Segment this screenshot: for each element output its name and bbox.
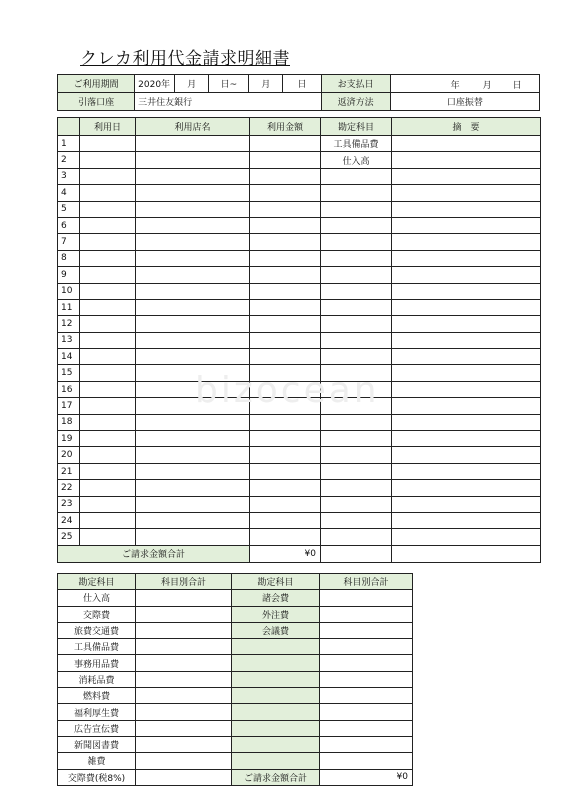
date-cell[interactable]: [80, 480, 136, 496]
store-cell[interactable]: [136, 250, 250, 266]
row-number: 9: [58, 267, 80, 283]
store-cell[interactable]: [136, 234, 250, 250]
table-row: [58, 349, 541, 365]
note-cell[interactable]: [392, 496, 541, 512]
table-row: [58, 365, 541, 381]
payment-year: 年: [450, 81, 460, 91]
page-title: クレカ利用代金請求明細書: [80, 49, 290, 69]
store-cell[interactable]: [136, 414, 250, 430]
summary-row: [58, 704, 413, 720]
total-value: ¥0: [250, 545, 321, 562]
col-header-date: 利用日: [80, 118, 136, 136]
account-cell[interactable]: [321, 414, 392, 430]
row-number: 6: [58, 217, 80, 233]
col-header-account: 勘定科目: [321, 118, 392, 136]
table-row: [58, 217, 541, 233]
store-cell[interactable]: [136, 480, 250, 496]
summary-total-left[interactable]: [136, 639, 232, 655]
note-cell[interactable]: [392, 267, 541, 283]
amount-cell[interactable]: [250, 349, 321, 365]
date-cell[interactable]: [80, 496, 136, 512]
note-cell[interactable]: [392, 234, 541, 250]
total-label: ご請求金額合計: [58, 545, 250, 562]
summary-row: [58, 639, 413, 655]
table-row: [58, 234, 541, 250]
account-cell[interactable]: [321, 447, 392, 463]
summary-header-account-right: 勘定科目: [232, 574, 320, 590]
table-row: [58, 316, 541, 332]
amount-cell[interactable]: [250, 136, 321, 152]
summary-total-left[interactable]: [136, 671, 232, 687]
summary-account-left: 消耗品費: [58, 671, 136, 687]
date-cell[interactable]: [80, 152, 136, 168]
account-cell[interactable]: [321, 529, 392, 545]
table-row: [58, 152, 541, 168]
period-end-month[interactable]: 月: [249, 75, 283, 93]
summary-account-left: 広告宣伝費: [58, 720, 136, 736]
summary-row: [58, 720, 413, 736]
summary-total-left[interactable]: [136, 736, 232, 752]
row-number: 8: [58, 250, 80, 266]
date-cell[interactable]: [80, 185, 136, 201]
note-cell[interactable]: [392, 480, 541, 496]
amount-cell[interactable]: [250, 463, 321, 479]
account-cell[interactable]: [321, 185, 392, 201]
col-header-note: 摘 要: [392, 118, 541, 136]
amount-cell[interactable]: [250, 496, 321, 512]
date-cell[interactable]: [80, 283, 136, 299]
account-cell[interactable]: [321, 201, 392, 217]
note-cell[interactable]: [392, 431, 541, 447]
summary-total-left[interactable]: [136, 753, 232, 769]
summary-row: [58, 671, 413, 687]
watermark-logo: bizocean: [195, 370, 380, 411]
amount-cell[interactable]: [250, 168, 321, 184]
store-cell[interactable]: [136, 316, 250, 332]
amount-cell[interactable]: [250, 365, 321, 381]
store-cell[interactable]: [136, 332, 250, 348]
note-cell[interactable]: [392, 349, 541, 365]
store-cell[interactable]: [136, 267, 250, 283]
summary-total-left[interactable]: [136, 590, 232, 606]
summary-account-right: [232, 655, 320, 671]
summary-account-left: 旅費交通費: [58, 622, 136, 638]
date-cell[interactable]: [80, 463, 136, 479]
summary-account-left: 交際費: [58, 606, 136, 622]
summary-account-right: [232, 736, 320, 752]
account-cell[interactable]: 工具備品費: [321, 136, 392, 152]
summary-account-left: 新聞図書費: [58, 736, 136, 752]
table-row: [58, 185, 541, 201]
usage-detail-table: [57, 117, 541, 563]
account-cell[interactable]: 仕入高: [321, 152, 392, 168]
amount-cell[interactable]: [250, 267, 321, 283]
store-cell[interactable]: [136, 217, 250, 233]
date-cell[interactable]: [80, 398, 136, 414]
date-cell[interactable]: [80, 447, 136, 463]
amount-cell[interactable]: [250, 201, 321, 217]
table-row: [58, 136, 541, 152]
store-cell[interactable]: [136, 381, 250, 397]
date-cell[interactable]: [80, 267, 136, 283]
note-cell[interactable]: [392, 201, 541, 217]
summary-grand-total-label: ご請求金額合計: [232, 769, 320, 785]
col-header-store: 利用店名: [136, 118, 250, 136]
store-cell[interactable]: [136, 398, 250, 414]
date-cell[interactable]: [80, 512, 136, 528]
summary-total-right[interactable]: [320, 639, 413, 655]
summary-total-left[interactable]: [136, 720, 232, 736]
summary-account-left: 事務用品費: [58, 655, 136, 671]
note-cell[interactable]: [392, 217, 541, 233]
table-row: [58, 431, 541, 447]
amount-cell[interactable]: [250, 316, 321, 332]
store-cell[interactable]: [136, 447, 250, 463]
summary-account-right: [232, 671, 320, 687]
account-label: 引落口座: [58, 93, 135, 111]
header-info-table: [57, 74, 540, 111]
date-cell[interactable]: [80, 414, 136, 430]
date-cell[interactable]: [80, 136, 136, 152]
summary-total-right[interactable]: [320, 671, 413, 687]
account-cell[interactable]: [321, 463, 392, 479]
summary-row: [58, 655, 413, 671]
summary-account-left: 工具備品費: [58, 639, 136, 655]
row-number: 21: [58, 463, 80, 479]
summary-row: [58, 753, 413, 769]
period-label: ご利用期間: [58, 75, 135, 93]
account-cell[interactable]: [321, 283, 392, 299]
summary-total-left[interactable]: [136, 622, 232, 638]
account-cell[interactable]: [321, 316, 392, 332]
date-cell[interactable]: [80, 349, 136, 365]
note-cell[interactable]: [392, 185, 541, 201]
summary-total-right[interactable]: [320, 590, 413, 606]
table-row: [58, 267, 541, 283]
amount-cell[interactable]: [250, 332, 321, 348]
row-number: 4: [58, 185, 80, 201]
summary-account-right: 会議費: [232, 622, 320, 638]
account-cell[interactable]: [321, 431, 392, 447]
col-header-amount: 利用金額: [250, 118, 321, 136]
note-cell[interactable]: [392, 447, 541, 463]
table-row: [58, 414, 541, 430]
account-cell[interactable]: [321, 496, 392, 512]
note-cell[interactable]: [392, 299, 541, 315]
table-row: [58, 496, 541, 512]
account-cell[interactable]: [321, 217, 392, 233]
summary-row: [58, 688, 413, 704]
account-cell[interactable]: [321, 398, 392, 414]
date-cell[interactable]: [80, 431, 136, 447]
amount-cell[interactable]: [250, 447, 321, 463]
summary-total-left[interactable]: [136, 606, 232, 622]
date-cell[interactable]: [80, 168, 136, 184]
store-cell[interactable]: [136, 349, 250, 365]
table-row: [58, 168, 541, 184]
summary-header-total-right: 科目別合計: [320, 574, 413, 590]
method-label: 返済方法: [321, 93, 390, 111]
payment-month: 月: [482, 81, 492, 91]
date-cell[interactable]: [80, 381, 136, 397]
table-row: [58, 398, 541, 414]
row-number: 10: [58, 283, 80, 299]
note-cell[interactable]: [392, 168, 541, 184]
row-number: 15: [58, 365, 80, 381]
store-cell[interactable]: [136, 512, 250, 528]
table-row: [58, 381, 541, 397]
method-value[interactable]: 口座振替: [390, 93, 539, 111]
total-spacer-cell: [392, 545, 541, 562]
summary-account-right: [232, 720, 320, 736]
note-cell[interactable]: [392, 316, 541, 332]
account-cell[interactable]: [321, 381, 392, 397]
period-year[interactable]: 2020年: [135, 75, 175, 93]
table-row: [58, 283, 541, 299]
summary-header-account-left: 勘定科目: [58, 574, 136, 590]
store-cell[interactable]: [136, 168, 250, 184]
row-number: 17: [58, 398, 80, 414]
date-cell[interactable]: [80, 217, 136, 233]
account-cell[interactable]: [321, 299, 392, 315]
payment-date-label: お支払日: [321, 75, 390, 93]
summary-header-total-left: 科目別合計: [136, 574, 232, 590]
amount-cell[interactable]: [250, 512, 321, 528]
amount-cell[interactable]: [250, 250, 321, 266]
summary-row: [58, 736, 413, 752]
amount-cell[interactable]: [250, 185, 321, 201]
account-cell[interactable]: [321, 250, 392, 266]
note-cell[interactable]: [392, 529, 541, 545]
note-cell[interactable]: [392, 365, 541, 381]
summary-total-right[interactable]: [320, 720, 413, 736]
row-number: 20: [58, 447, 80, 463]
store-cell[interactable]: [136, 431, 250, 447]
note-cell[interactable]: [392, 332, 541, 348]
payment-day: 日: [512, 81, 522, 91]
summary-total-right[interactable]: [320, 688, 413, 704]
note-cell[interactable]: [392, 463, 541, 479]
summary-account-left: 雑費: [58, 753, 136, 769]
summary-account-right: 諸会費: [232, 590, 320, 606]
summary-total-left[interactable]: [136, 769, 232, 785]
account-cell[interactable]: [321, 168, 392, 184]
period-end-day[interactable]: 日: [283, 75, 321, 93]
row-number: 7: [58, 234, 80, 250]
table-row: [58, 299, 541, 315]
account-cell[interactable]: [321, 365, 392, 381]
amount-cell[interactable]: [250, 414, 321, 430]
store-cell[interactable]: [136, 365, 250, 381]
row-number: 18: [58, 414, 80, 430]
date-cell[interactable]: [80, 250, 136, 266]
amount-cell[interactable]: [250, 381, 321, 397]
summary-account-left: 燃料費: [58, 688, 136, 704]
note-cell[interactable]: [392, 152, 541, 168]
summary-total-right[interactable]: [320, 606, 413, 622]
account-cell[interactable]: [321, 512, 392, 528]
summary-total-left[interactable]: [136, 704, 232, 720]
account-summary-table: [57, 573, 413, 786]
summary-account-right: [232, 753, 320, 769]
summary-account-left: 交際費(税8%): [58, 769, 136, 785]
store-cell[interactable]: [136, 152, 250, 168]
store-cell[interactable]: [136, 529, 250, 545]
table-row: [58, 332, 541, 348]
note-cell[interactable]: [392, 414, 541, 430]
payment-date-value[interactable]: [390, 75, 539, 93]
summary-account-left: 福利厚生費: [58, 704, 136, 720]
note-cell[interactable]: [392, 283, 541, 299]
row-number: 3: [58, 168, 80, 184]
amount-cell[interactable]: [250, 299, 321, 315]
table-row: [58, 480, 541, 496]
date-cell[interactable]: [80, 201, 136, 217]
store-cell[interactable]: [136, 136, 250, 152]
table-row: [58, 512, 541, 528]
row-number: 11: [58, 299, 80, 315]
row-number: 14: [58, 349, 80, 365]
table-row: [58, 250, 541, 266]
amount-cell[interactable]: [250, 480, 321, 496]
amount-cell[interactable]: [250, 529, 321, 545]
store-cell[interactable]: [136, 463, 250, 479]
summary-account-right: [232, 704, 320, 720]
note-cell[interactable]: [392, 136, 541, 152]
summary-account-right: 外注費: [232, 606, 320, 622]
summary-row: [58, 622, 413, 638]
note-cell[interactable]: [392, 512, 541, 528]
summary-total-right[interactable]: [320, 655, 413, 671]
summary-total-right[interactable]: [320, 704, 413, 720]
date-cell[interactable]: [80, 332, 136, 348]
row-number: 19: [58, 431, 80, 447]
row-number: 24: [58, 512, 80, 528]
summary-grand-total-value: ¥0: [320, 769, 413, 785]
row-number: 2: [58, 152, 80, 168]
period-month[interactable]: 月: [175, 75, 209, 93]
summary-total-left[interactable]: [136, 655, 232, 671]
summary-account-right: [232, 688, 320, 704]
store-cell[interactable]: [136, 185, 250, 201]
date-cell[interactable]: [80, 365, 136, 381]
table-row: [58, 463, 541, 479]
row-number: 22: [58, 480, 80, 496]
summary-account-right: [232, 639, 320, 655]
summary-total-row: [58, 769, 413, 785]
store-cell[interactable]: [136, 201, 250, 217]
table-row: [58, 529, 541, 545]
row-number: 5: [58, 201, 80, 217]
table-row: [58, 447, 541, 463]
amount-cell[interactable]: [250, 283, 321, 299]
note-cell[interactable]: [392, 381, 541, 397]
store-cell[interactable]: [136, 299, 250, 315]
row-number: 16: [58, 381, 80, 397]
summary-row: [58, 590, 413, 606]
summary-row: [58, 606, 413, 622]
total-spacer-cell: [321, 545, 392, 562]
period-day-range[interactable]: 日~: [209, 75, 249, 93]
row-number: 1: [58, 136, 80, 152]
col-header-no: [58, 118, 80, 136]
summary-total-right[interactable]: [320, 736, 413, 752]
account-cell[interactable]: [321, 480, 392, 496]
summary-total-right[interactable]: [320, 753, 413, 769]
account-cell[interactable]: [321, 234, 392, 250]
row-number: 13: [58, 332, 80, 348]
row-number: 12: [58, 316, 80, 332]
row-number: 25: [58, 529, 80, 545]
date-cell[interactable]: [80, 234, 136, 250]
row-number: 23: [58, 496, 80, 512]
account-cell[interactable]: [321, 349, 392, 365]
store-cell[interactable]: [136, 283, 250, 299]
amount-cell[interactable]: [250, 398, 321, 414]
account-value[interactable]: 三井住友銀行: [135, 93, 321, 111]
store-cell[interactable]: [136, 496, 250, 512]
account-cell[interactable]: [321, 332, 392, 348]
summary-account-left: 仕入高: [58, 590, 136, 606]
date-cell[interactable]: [80, 299, 136, 315]
amount-cell[interactable]: [250, 431, 321, 447]
note-cell[interactable]: [392, 398, 541, 414]
table-row: [58, 201, 541, 217]
amount-cell[interactable]: [250, 217, 321, 233]
amount-cell[interactable]: [250, 152, 321, 168]
note-cell[interactable]: [392, 250, 541, 266]
amount-cell[interactable]: [250, 234, 321, 250]
account-cell[interactable]: [321, 267, 392, 283]
summary-total-left[interactable]: [136, 688, 232, 704]
date-cell[interactable]: [80, 529, 136, 545]
summary-total-right[interactable]: [320, 622, 413, 638]
date-cell[interactable]: [80, 316, 136, 332]
